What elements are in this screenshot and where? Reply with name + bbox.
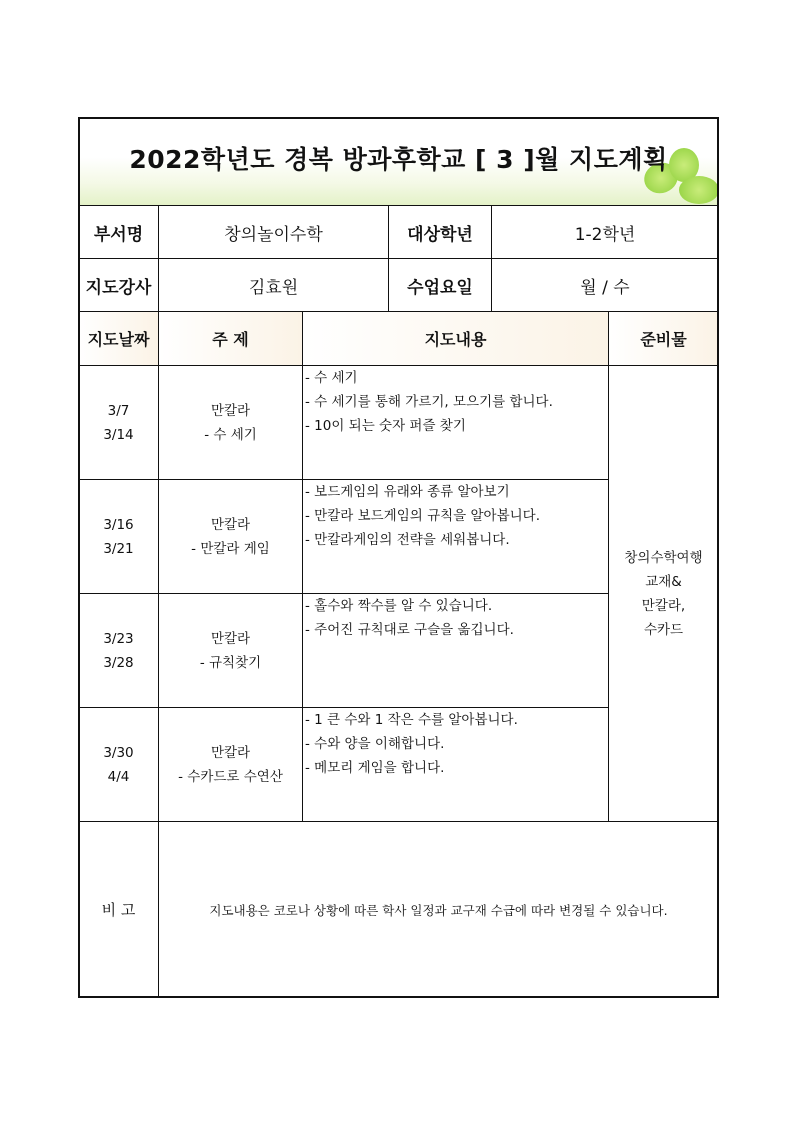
date: 3/30	[103, 744, 134, 761]
date: 3/23	[103, 630, 134, 647]
header-materials: 준비물	[608, 311, 719, 366]
content-line: - 수 세기를 통해 가르기, 모으기를 합니다.	[305, 394, 553, 410]
page-title: 2022학년도 경복 방과후학교 [ 3 ]월 지도계획	[129, 145, 668, 174]
topic-line: 만칼라	[210, 630, 251, 647]
row-dates	[78, 593, 159, 708]
topic-line: 만칼라	[210, 402, 251, 419]
content-line: - 홀수와 짝수를 알 수 있습니다.	[305, 598, 493, 614]
row-content	[302, 593, 609, 708]
topic-line: - 만칼라 게임	[191, 540, 270, 557]
row-dates	[78, 365, 159, 480]
teacher-label: 지도강사	[78, 258, 159, 312]
row-topic	[158, 479, 303, 594]
teacher-value: 김효원	[158, 258, 389, 312]
header-date: 지도날짜	[78, 311, 159, 366]
content-line: - 만칼라 보드게임의 규칙을 알아봅니다.	[305, 508, 540, 524]
row-dates	[78, 479, 159, 594]
day-value: 월 / 수	[491, 258, 719, 312]
material-line: 창의수학여행	[624, 549, 703, 566]
material-line: 만칼라,	[641, 597, 686, 614]
content-line: - 10이 되는 숫자 퍼즐 찾기	[305, 418, 466, 434]
title-banner	[79, 118, 718, 205]
topic-line: - 수 세기	[204, 426, 257, 443]
row-dates	[78, 707, 159, 822]
header-topic: 주 제	[158, 311, 303, 366]
content-line: - 수와 양을 이해합니다.	[305, 736, 445, 752]
content-line: - 메모리 게임을 합니다.	[305, 760, 445, 776]
row-content	[302, 479, 609, 594]
content-line: - 주어진 규칙대로 구슬을 옮깁니다.	[305, 622, 514, 638]
row-topic	[158, 593, 303, 708]
header-content: 지도내용	[302, 311, 609, 366]
materials-cell	[608, 365, 719, 822]
topic-line: 만칼라	[210, 744, 251, 761]
dept-value: 창의놀이수학	[158, 205, 389, 259]
date: 3/21	[103, 540, 134, 557]
topic-line: 만칼라	[210, 516, 251, 533]
dept-label: 부서명	[78, 205, 159, 259]
date: 3/7	[107, 402, 130, 419]
content-line: - 만칼라게임의 전략을 세워봅니다.	[305, 532, 510, 548]
day-label: 수업요일	[388, 258, 492, 312]
note-text: 지도내용은 코로나 상황에 따른 학사 일정과 교구재 수급에 따라 변경될 수 있습니다.	[158, 821, 719, 998]
topic-line: - 규칙찾기	[199, 654, 262, 671]
row-topic	[158, 365, 303, 480]
row-content	[302, 365, 609, 480]
note-label: 비 고	[78, 821, 159, 998]
topic-line: - 수카드로 수연산	[178, 768, 283, 785]
row-topic	[158, 707, 303, 822]
date: 3/28	[103, 654, 134, 671]
row-content	[302, 707, 609, 822]
date: 4/4	[107, 768, 130, 785]
content-line: - 1 큰 수와 1 작은 수를 알아봅니다.	[305, 712, 518, 728]
content-line: - 보드게임의 유래와 종류 알아보기	[305, 484, 510, 500]
clover-decoration-icon	[679, 176, 718, 204]
material-line: 교재&	[645, 573, 682, 590]
grade-value: 1-2학년	[491, 205, 719, 259]
grade-label: 대상학년	[388, 205, 492, 259]
material-line: 수카드	[643, 621, 684, 638]
date: 3/16	[103, 516, 134, 533]
date: 3/14	[103, 426, 134, 443]
content-line: - 수 세기	[305, 370, 358, 386]
